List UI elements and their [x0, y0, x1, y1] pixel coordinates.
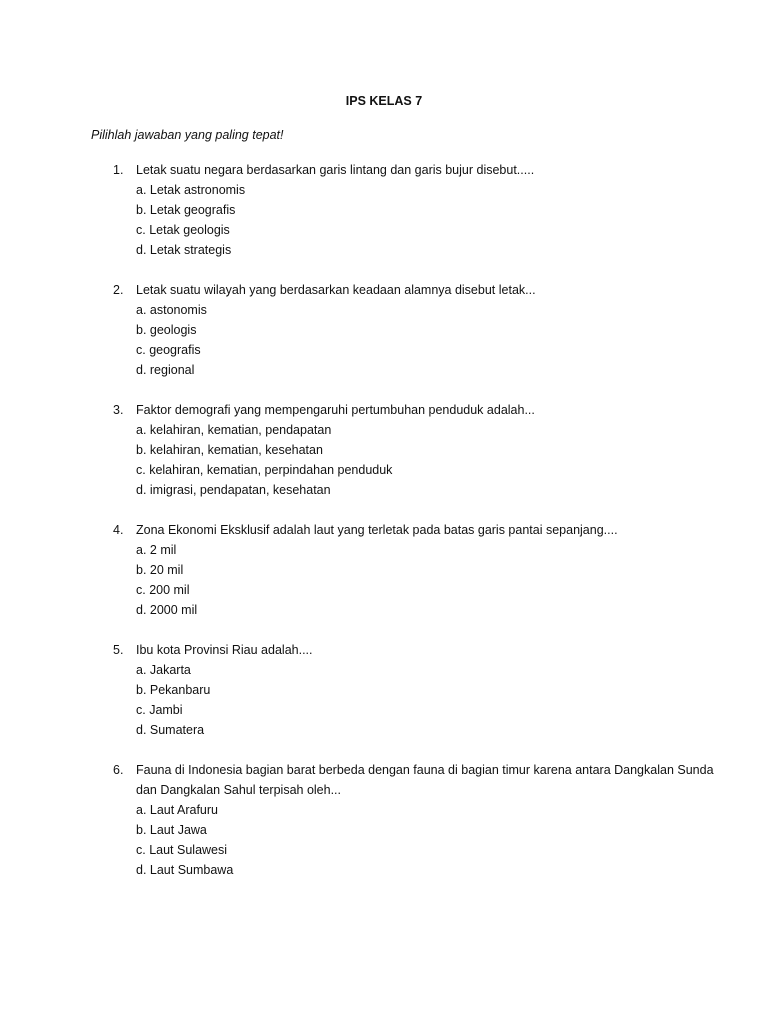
option-item: d. regional — [136, 363, 195, 377]
question-number: 1. — [113, 163, 124, 177]
question-item — [0, 400, 768, 500]
question-item — [0, 160, 768, 260]
document-title: IPS KELAS 7 — [345, 94, 423, 108]
question-text: Letak suatu negara berdasarkan garis lintang dan garis bujur disebut..... — [136, 163, 535, 177]
option-item: d. imigrasi, pendapatan, kesehatan — [136, 483, 331, 497]
option-item: c. 200 mil — [136, 583, 190, 597]
option-item: d. Sumatera — [136, 723, 205, 737]
question-text: Letak suatu wilayah yang berdasarkan keadaan alamnya disebut letak... — [136, 283, 536, 297]
option-item: c. geografis — [136, 343, 201, 357]
option-item: b. Laut Jawa — [136, 823, 207, 837]
question-list — [0, 160, 768, 900]
question-number: 3. — [113, 403, 124, 417]
question-number: 2. — [113, 283, 124, 297]
option-item: d. Laut Sumbawa — [136, 863, 234, 877]
option-item: a. Letak astronomis — [136, 183, 246, 197]
option-list — [136, 180, 768, 260]
option-item: d. 2000 mil — [136, 603, 198, 617]
question-text: Zona Ekonomi Eksklusif adalah laut yang terletak pada batas garis pantai sepanjang.... — [136, 523, 618, 537]
option-item: a. astonomis — [136, 303, 207, 317]
question-item — [0, 640, 768, 740]
question-text: Ibu kota Provinsi Riau adalah.... — [136, 643, 313, 657]
question-number: 5. — [113, 643, 124, 657]
option-item: c. kelahiran, kematian, perpindahan penduduk — [136, 463, 393, 477]
question-item — [0, 520, 768, 620]
option-item: a. 2 mil — [136, 543, 177, 557]
question-item — [0, 760, 768, 880]
option-list — [136, 420, 768, 500]
option-item: a. Jakarta — [136, 663, 191, 677]
option-item: b. kelahiran, kematian, kesehatan — [136, 443, 323, 457]
question-number: 4. — [113, 523, 124, 537]
option-item: d. Letak strategis — [136, 243, 232, 257]
option-list — [136, 800, 768, 880]
instruction-text: Pilihlah jawaban yang paling tepat! — [91, 128, 284, 142]
question-number: 6. — [113, 763, 124, 777]
option-item: c. Laut Sulawesi — [136, 843, 228, 857]
option-item: a. Laut Arafuru — [136, 803, 219, 817]
option-list — [136, 660, 768, 740]
question-text: Fauna di Indonesia bagian barat berbeda dengan fauna di bagian timur karena antara Dangkalan Sunda dan Dangkalan Sahul terpisah oleh... — [136, 763, 714, 797]
option-item: c. Jambi — [136, 703, 183, 717]
question-text: Faktor demografi yang mempengaruhi pertumbuhan penduduk adalah... — [136, 403, 535, 417]
option-item: c. Letak geologis — [136, 223, 230, 237]
option-item: b. Letak geografis — [136, 203, 236, 217]
question-item — [0, 280, 768, 380]
option-list — [136, 300, 768, 380]
option-item: b. geologis — [136, 323, 197, 337]
option-item: a. kelahiran, kematian, pendapatan — [136, 423, 332, 437]
option-item: b. 20 mil — [136, 563, 184, 577]
option-list — [136, 540, 768, 620]
option-item: b. Pekanbaru — [136, 683, 211, 697]
